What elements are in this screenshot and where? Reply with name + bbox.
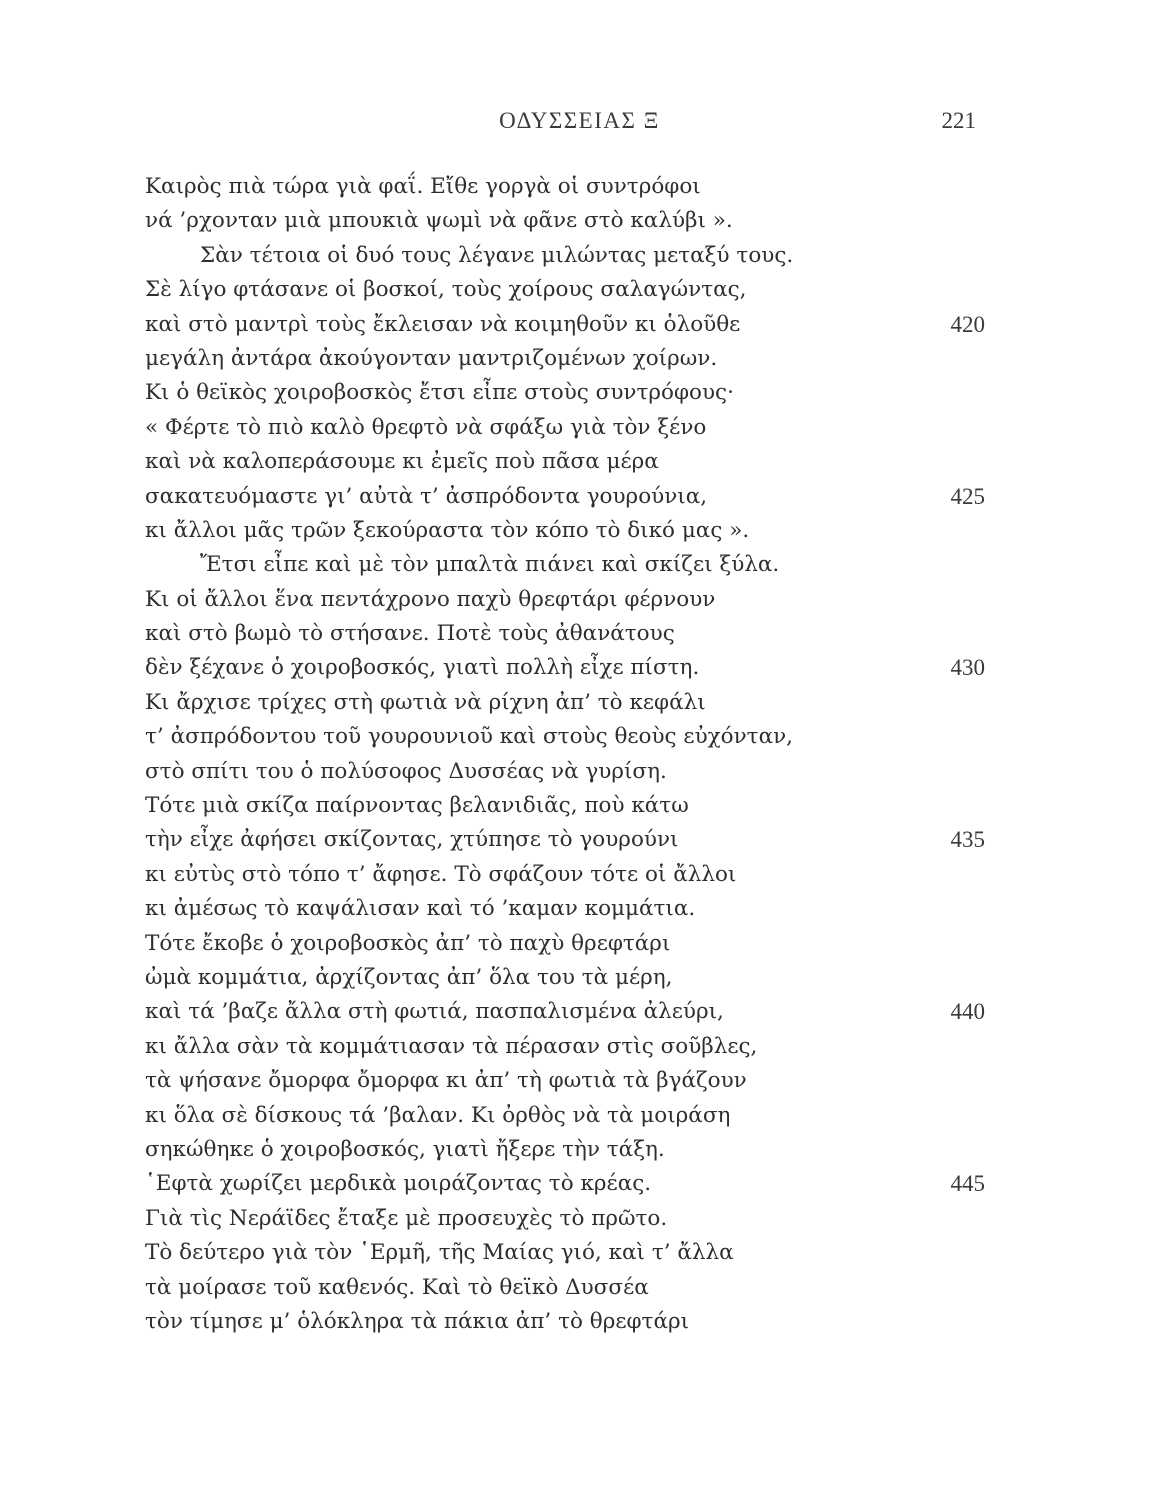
verse-text: Σὲ λίγο φτάσανε οἱ βοσκοί, τοὺς χοίρους σαλαγώντας, — [145, 277, 747, 303]
verse-line — [145, 651, 985, 685]
verse-line — [145, 927, 985, 961]
line-number: 420 — [950, 311, 985, 337]
verse-block — [145, 170, 985, 1339]
verse-text: κι ἀμέσως τὸ καψάλισαν καὶ τό ’καμαν κομμάτια. — [145, 896, 696, 922]
verse-text: Κι ὁ θεϊκὸς χοιροβοσκὸς ἔτσι εἶπε στοὺς συντρόφους· — [145, 380, 734, 406]
verse-line — [145, 789, 985, 823]
verse-line — [145, 755, 985, 789]
verse-line — [145, 823, 985, 857]
verse-line — [145, 858, 985, 892]
verse-text: σακατευόμαστε γι’ αὐτὰ τ’ ἀσπρόδοντα γουρούνια, — [145, 483, 708, 509]
verse-line — [145, 342, 985, 376]
verse-text: Τὸ δεύτερο γιὰ τὸν ῾Ερμῆ, τῆς Μαίας γιό, καὶ τ’ ἄλλα — [145, 1240, 734, 1266]
verse-line — [145, 1236, 985, 1270]
verse-line — [145, 273, 985, 307]
verse-line — [145, 445, 985, 479]
verse-text: στὸ σπίτι του ὁ πολύσοφος Δυσσέας νὰ γυρίση. — [145, 758, 667, 784]
line-number: 435 — [950, 827, 985, 853]
verse-line — [145, 720, 985, 754]
verse-text: Κι οἱ ἄλλοι ἕνα πεντάχρονο παχὺ θρεφτάρι φέρνουν — [145, 586, 716, 612]
verse-text: καὶ στὸ βωμὸ τὸ στήσανε. Ποτὲ τοὺς ἀθανάτους — [145, 621, 675, 647]
verse-line — [145, 1167, 985, 1201]
verse-line — [145, 239, 985, 273]
verse-line — [145, 1305, 985, 1339]
verse-line — [145, 170, 985, 204]
verse-line — [145, 961, 985, 995]
verse-line — [145, 892, 985, 926]
verse-line — [145, 514, 985, 548]
verse-line — [145, 308, 985, 342]
line-number: 430 — [950, 655, 985, 681]
verse-line — [145, 548, 985, 582]
verse-line — [145, 995, 985, 1029]
page-number: 221 — [941, 108, 976, 133]
verse-text: καὶ τά ’βαζε ἄλλα στὴ φωτιά, πασπαλισμένα ἀλεύρι, — [145, 999, 724, 1025]
verse-text: Καιρὸς πιὰ τώρα γιὰ φαΐ. Εἴθε γοργὰ οἱ συντρόφοι — [145, 174, 701, 199]
verse-line — [145, 480, 985, 514]
verse-text: σηκώθηκε ὁ χοιροβοσκός, γιατὶ ἤξερε τὴν τάξη. — [145, 1136, 665, 1162]
verse-text: τὸν τίμησε μ’ ὁλόκληρα τὰ πάκια ἀπ’ τὸ θρεφτάρι — [145, 1308, 690, 1334]
verse-text: Τότε μιὰ σκίζα παίρνοντας βελανιδιᾶς, ποὺ κάτω — [145, 793, 689, 819]
verse-text: κι ἄλλα σὰν τὰ κομμάτιασαν τὰ πέρασαν στὶς σοῦβλες, — [145, 1033, 758, 1059]
verse-text: ῾Εφτὰ χωρίζει μερδικὰ μοιράζοντας τὸ κρέας. — [145, 1171, 652, 1197]
verse-text: κι ὅλα σὲ δίσκους τά ’βαλαν. Κι ὀρθὸς νὰ τὰ μοιράση — [145, 1102, 731, 1128]
verse-text: « Φέρτε τὸ πιὸ καλὸ θρεφτὸ νὰ σφάξω γιὰ τὸν ξένο — [145, 414, 707, 440]
verse-line — [145, 1099, 985, 1133]
verse-text: ὠμὰ κομμάτια, ἀρχίζοντας ἀπ’ ὅλα του τὰ μέρη, — [145, 964, 673, 990]
verse-text: καὶ στὸ μαντρὶ τοὺς ἔκλεισαν νὰ κοιμηθοῦν κι ὁλοῦθε — [145, 311, 741, 337]
line-number: 425 — [950, 483, 985, 509]
verse-text: Κι ἄρχισε τρίχες στὴ φωτιὰ νὰ ρίχνη ἀπ’ τὸ κεφάλι — [145, 689, 706, 715]
verse-text: Σὰν τέτοια οἱ δυό τους λέγανε μιλώντας μεταξύ τους. — [200, 242, 794, 268]
verse-text: κι ἄλλοι μᾶς τρῶν ξεκούραστα τὸν κόπο τὸ δικό μας ». — [145, 517, 750, 543]
verse-line — [145, 204, 985, 238]
verse-line — [145, 1271, 985, 1305]
verse-text: Γιὰ τὶς Νεράϊδες ἔταξε μὲ προσευχὲς τὸ πρῶτο. — [145, 1205, 668, 1231]
verse-text: τὰ μοίρασε τοῦ καθενός. Καὶ τὸ θεϊκὸ Δυσσέα — [145, 1274, 649, 1300]
verse-text: μεγάλη ἀντάρα ἀκούγονταν μαντριζομένων χοίρων. — [145, 345, 718, 371]
running-header — [0, 108, 1159, 148]
verse-line — [145, 376, 985, 410]
verse-text: νά ’ρχονταν μιὰ μπουκιὰ ψωμὶ νὰ φᾶνε στὸ καλύβι ». — [145, 208, 733, 234]
verse-line — [145, 617, 985, 651]
verse-line — [145, 583, 985, 617]
verse-line — [145, 1202, 985, 1236]
verse-text: τ’ ἀσπρόδοντου τοῦ γουρουνιοῦ καὶ στοὺς θεοὺς εὐχόνταν, — [145, 724, 794, 750]
verse-line — [145, 1133, 985, 1167]
verse-text: τὴν εἶχε ἀφήσει σκίζοντας, χτύπησε τὸ γουρούνι — [145, 827, 679, 853]
line-number: 445 — [950, 1171, 985, 1197]
verse-text: καὶ νὰ καλοπεράσουμε κι ἐμεῖς ποὺ πᾶσα μέρα — [145, 449, 659, 475]
verse-text: Ἔτσι εἶπε καὶ μὲ τὸν μπαλτὰ πιάνει καὶ σκίζει ξύλα. — [200, 552, 780, 578]
verse-line — [145, 1030, 985, 1064]
verse-text: Τότε ἔκοβε ὁ χοιροβοσκὸς ἀπ’ τὸ παχὺ θρεφτάρι — [145, 930, 671, 956]
book-title: ΟΔΥΣΣΕΙΑΣ Ξ — [499, 108, 660, 133]
verse-line — [145, 686, 985, 720]
verse-line — [145, 1064, 985, 1098]
verse-text: δὲν ξέχανε ὁ χοιροβοσκός, γιατὶ πολλὴ εἶχε πίστη. — [145, 655, 700, 681]
line-number: 440 — [950, 999, 985, 1025]
verse-line — [145, 411, 985, 445]
verse-text: τὰ ψήσανε ὄμορφα ὄμορφα κι ἀπ’ τὴ φωτιὰ τὰ βγάζουν — [145, 1068, 747, 1094]
verse-text: κι εὐτὺς στὸ τόπο τ’ ἄφησε. Τὸ σφάζουν τότε οἱ ἄλλοι — [145, 861, 737, 887]
